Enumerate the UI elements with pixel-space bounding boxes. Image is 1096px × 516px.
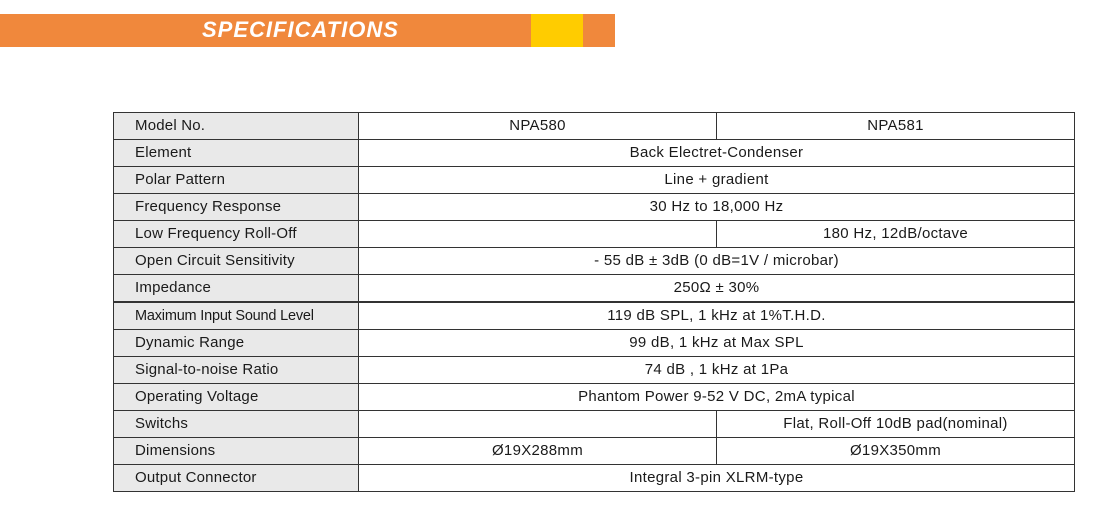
spec-row-dimensions [114, 438, 1075, 465]
spec-value: 99 dB, 1 kHz at Max SPL [359, 330, 1075, 357]
spec-row-open-circuit-sensitivity [114, 248, 1075, 275]
spec-row-maximum-input-sound-level [114, 302, 1075, 330]
spec-row-output-connector [114, 465, 1075, 492]
spec-value: 250Ω ± 30% [359, 275, 1075, 303]
spec-value: Back Electret-Condenser [359, 140, 1075, 167]
spec-row-switchs [114, 411, 1075, 438]
spec-value-npa581: Ø19X350mm [717, 438, 1075, 465]
spec-value: - 55 dB ± 3dB (0 dB=1V / microbar) [359, 248, 1075, 275]
spec-row-dynamic-range [114, 330, 1075, 357]
spec-value-npa580 [359, 221, 717, 248]
spec-label: Polar Pattern [114, 167, 359, 194]
section-banner [0, 14, 615, 47]
spec-value: 74 dB , 1 kHz at 1Pa [359, 357, 1075, 384]
spec-value-npa581: Flat, Roll-Off 10dB pad(nominal) [717, 411, 1075, 438]
spec-label: Operating Voltage [114, 384, 359, 411]
spec-label: Maximum Input Sound Level [114, 302, 359, 330]
spec-label: Switchs [114, 411, 359, 438]
spec-value-npa580 [359, 411, 717, 438]
spec-label: Dimensions [114, 438, 359, 465]
spec-row-model-no [114, 113, 1075, 140]
spec-row-polar-pattern [114, 167, 1075, 194]
section-title: SPECIFICATIONS [202, 17, 399, 42]
spec-label: Open Circuit Sensitivity [114, 248, 359, 275]
spec-row-low-frequency-roll-off [114, 221, 1075, 248]
spec-value-npa581: 180 Hz, 12dB/octave [717, 221, 1075, 248]
banner-accent-block [531, 14, 583, 47]
spec-label: Dynamic Range [114, 330, 359, 357]
spec-value-npa580: Ø19X288mm [359, 438, 717, 465]
spec-value: 119 dB SPL, 1 kHz at 1%T.H.D. [359, 302, 1075, 330]
spec-value: Phantom Power 9-52 V DC, 2mA typical [359, 384, 1075, 411]
spec-label: Signal-to-noise Ratio [114, 357, 359, 384]
spec-row-element [114, 140, 1075, 167]
spec-value: 30 Hz to 18,000 Hz [359, 194, 1075, 221]
spec-row-signal-to-noise-ratio [114, 357, 1075, 384]
spec-row-impedance [114, 275, 1075, 303]
spec-row-operating-voltage [114, 384, 1075, 411]
spec-row-frequency-response [114, 194, 1075, 221]
spec-label: Low Frequency Roll-Off [114, 221, 359, 248]
spec-label: Model No. [114, 113, 359, 140]
specifications-table [113, 112, 1075, 492]
spec-label: Frequency Response [114, 194, 359, 221]
spec-label: Output Connector [114, 465, 359, 492]
spec-value: Line + gradient [359, 167, 1075, 194]
spec-label: Element [114, 140, 359, 167]
spec-value-npa580: NPA580 [359, 113, 717, 140]
spec-value: Integral 3-pin XLRM-type [359, 465, 1075, 492]
spec-label: Impedance [114, 275, 359, 303]
spec-value-npa581: NPA581 [717, 113, 1075, 140]
